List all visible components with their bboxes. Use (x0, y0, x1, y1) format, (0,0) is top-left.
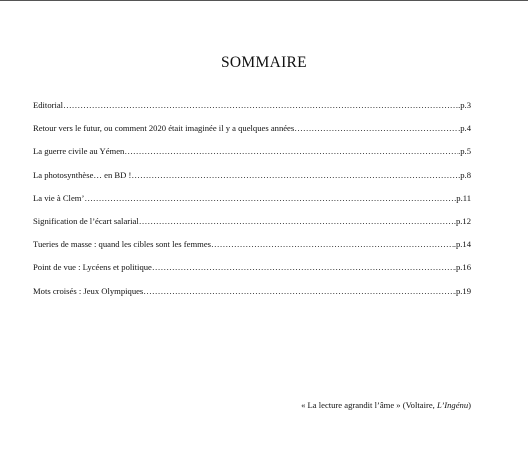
toc-leader-dots (124, 145, 458, 157)
toc-entry-tueries-de-masse[interactable] (33, 238, 471, 250)
quote-close: ) (468, 400, 471, 410)
toc-leader-dots (211, 238, 454, 250)
toc-leader-dots (139, 215, 454, 227)
toc-leader-dots (152, 261, 454, 273)
toc-entry-label: La vie à Clem’ (33, 192, 85, 203)
toc-entry-label: La photosynthèse… en BD ! (33, 169, 132, 180)
toc-entry-guerre-yemen[interactable] (33, 145, 471, 157)
toc-entry-page: .p.5 (458, 146, 471, 157)
toc-entry-editorial[interactable] (33, 99, 471, 111)
toc-entry-page: .p.3 (458, 100, 471, 110)
toc-leader-dots (84, 192, 454, 204)
toc-entry-label: Tueries de masse : quand les cibles sont les femmes (33, 239, 211, 250)
toc-entry-point-de-vue[interactable] (33, 261, 471, 273)
toc-leader-dots (294, 122, 458, 134)
toc-entry-photosynthese[interactable] (33, 169, 471, 181)
toc-entry-page: .p.11 (454, 192, 471, 203)
closing-quote (301, 400, 471, 410)
quote-work-title: L’Ingénu (436, 400, 469, 410)
toc-entry-page: .p.12 (453, 215, 471, 226)
toc-leader-dots (63, 99, 458, 111)
toc-entry-retour-vers-le-futur[interactable] (33, 122, 471, 134)
toc-entry-page: .p.8 (458, 169, 471, 180)
toc-entry-label: Point de vue : Lycéens et politique (33, 262, 152, 273)
toc-entry-label: Retour vers le futur, ou comment 2020 était imaginée il y a quelques années (33, 123, 295, 134)
toc-entry-label: La guerre civile au Yémen (33, 146, 125, 157)
toc-entry-label: Signification de l’écart salarial (33, 215, 139, 226)
toc-entry-label: Mots croisés : Jeux Olympiques (33, 285, 144, 296)
toc-entry-vie-clem[interactable] (33, 192, 471, 204)
page-top-border (0, 0, 528, 1)
toc-entry-page: .p.4 (458, 123, 471, 134)
toc-entry-ecart-salarial[interactable] (33, 215, 471, 227)
page-title: SOMMAIRE (221, 54, 307, 71)
toc-entry-label: Editorial (33, 100, 64, 110)
toc-leader-dots (131, 169, 458, 181)
toc-entry-page: .p.19 (453, 285, 471, 296)
toc-entry-page: .p.14 (453, 239, 471, 250)
toc-leader-dots (143, 285, 454, 297)
toc-entry-mots-croises[interactable] (33, 285, 471, 297)
toc-entry-page: .p.16 (453, 262, 471, 273)
quote-text: « La lecture agrandit l’âme » (Voltaire, (301, 400, 437, 410)
table-of-contents (33, 99, 471, 308)
